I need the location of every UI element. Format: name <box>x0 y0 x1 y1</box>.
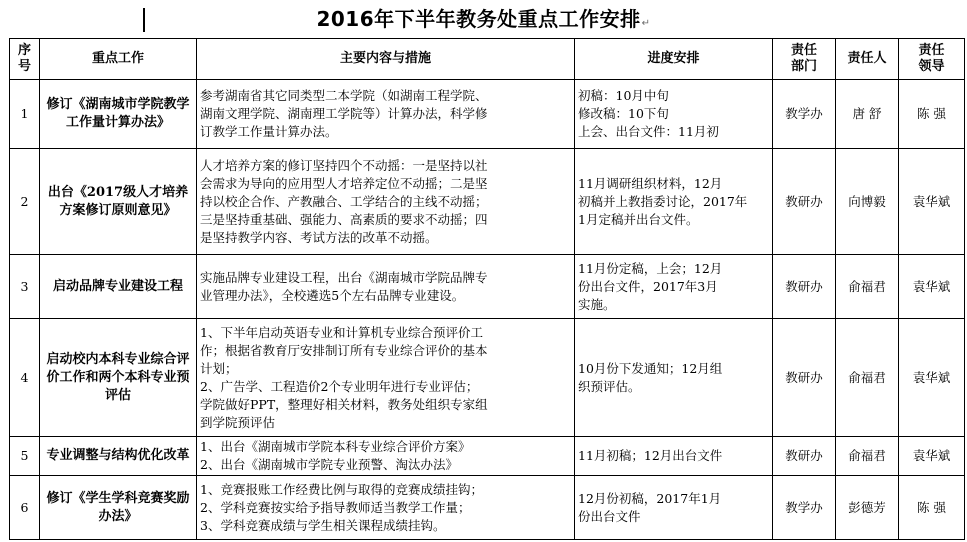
task-name: 专业调整与结构优化改革 <box>40 437 197 476</box>
row-index: 3 <box>10 255 40 319</box>
table-row <box>10 255 965 319</box>
responsible-dept: 教学办 <box>773 80 836 149</box>
header-task: 重点工作 <box>40 39 197 80</box>
responsible-dept: 教研办 <box>773 149 836 255</box>
task-schedule-line: 12月份初稿，2017年1月 <box>578 490 722 506</box>
task-content-line: 1、竞赛报账工作经费比例与取得的竞赛成绩挂钩； <box>200 481 483 497</box>
task-schedule <box>575 255 773 319</box>
title-text: 2016年下半年教务处重点工作安排 <box>316 7 641 31</box>
task-name: 出台《2017级人才培养方案修订原则意见》 <box>40 149 197 255</box>
task-schedule-line: 初稿：10月中旬 <box>578 88 669 103</box>
task-schedule <box>575 80 773 149</box>
row-index: 6 <box>10 476 40 540</box>
task-content-line: 持以校企合作、产教融合、工学结合的主线不动摇； <box>200 193 488 209</box>
task-schedule-line: 10月份下发通知；12月组 <box>578 360 723 376</box>
task-content <box>197 437 575 476</box>
responsible-leader: 袁华斌 <box>899 255 965 319</box>
task-content <box>197 319 575 437</box>
task-content-line: 3、学科竞赛成绩与学生相关课程成绩挂钩。 <box>200 517 446 533</box>
task-content-line: 会需求为导向的应用型人才培养定位不动摇；二是坚 <box>200 175 488 191</box>
task-schedule <box>575 476 773 540</box>
task-content-line: 作；根据省教育厅安排制订所有专业综合评价的基本 <box>200 342 488 358</box>
task-schedule-line: 11月初稿；12月出台文件 <box>578 448 723 463</box>
task-name: 启动品牌专业建设工程 <box>40 255 197 319</box>
task-content <box>197 255 575 319</box>
responsible-person: 向博毅 <box>836 149 899 255</box>
row-index: 2 <box>10 149 40 255</box>
task-content-line: 参考湖南省其它同类型二本学院（如湖南工程学院、 <box>200 88 488 103</box>
table-row <box>10 476 965 540</box>
header-index: 序 号 <box>10 39 40 80</box>
task-schedule-line: 上会、出台文件：11月初 <box>578 124 719 139</box>
task-schedule-line: 实施。 <box>578 296 616 312</box>
row-index: 4 <box>10 319 40 437</box>
task-content-line: 2、学科竞赛按实给予指导教师适当教学工作量； <box>200 499 471 515</box>
task-content-line: 订教学工作量计算办法。 <box>200 124 338 139</box>
task-schedule <box>575 319 773 437</box>
task-content <box>197 149 575 255</box>
task-content-line: 三是坚持重基础、强能力、高素质的要求不动摇；四 <box>200 211 488 227</box>
header-leader: 责任 领导 <box>899 39 965 80</box>
header-content: 主要内容与措施 <box>197 39 575 80</box>
responsible-leader: 陈 强 <box>899 80 965 149</box>
task-name: 启动校内本科专业综合评价工作和两个本科专业预评估 <box>40 319 197 437</box>
task-content-line: 实施品牌专业建设工程，出台《湖南城市学院品牌专 <box>200 269 488 285</box>
paragraph-mark-icon: ↵ <box>641 18 651 29</box>
task-schedule-line: 11月份定稿，上会；12月 <box>578 260 723 276</box>
task-schedule <box>575 149 773 255</box>
task-schedule-line: 织预评估。 <box>578 378 641 394</box>
task-content-line: 是坚持教学内容、考试方法的改革不动摇。 <box>200 229 438 245</box>
table-row <box>10 149 965 255</box>
task-schedule-line: 修改稿：10下旬 <box>578 106 669 121</box>
responsible-person: 俞福君 <box>836 437 899 476</box>
responsible-person: 俞福君 <box>836 255 899 319</box>
responsible-dept: 教学办 <box>773 476 836 540</box>
responsible-leader: 陈 强 <box>899 476 965 540</box>
responsible-dept: 教研办 <box>773 255 836 319</box>
table-row <box>10 80 965 149</box>
task-content-line: 计划； <box>200 360 238 376</box>
responsible-leader: 袁华斌 <box>899 437 965 476</box>
task-schedule-line: 份出台文件，2017年3月 <box>578 278 718 294</box>
responsible-dept: 教研办 <box>773 319 836 437</box>
task-content-line: 2、出台《湖南城市学院专业预警、淘汰办法》 <box>200 457 458 472</box>
header-schedule: 进度安排 <box>575 39 773 80</box>
task-content <box>197 80 575 149</box>
responsible-leader: 袁华斌 <box>899 319 965 437</box>
task-content <box>197 476 575 540</box>
task-schedule-line: 1月定稿并出台文件。 <box>578 211 699 227</box>
responsible-person: 彭德芳 <box>836 476 899 540</box>
task-content-line: 2、广告学、工程造价2个专业明年进行专业评估； <box>200 378 479 394</box>
table-row <box>10 437 965 476</box>
task-content-line: 学院做好PPT，整理好相关材料，教务处组织专家组 <box>200 396 488 412</box>
header-row <box>10 39 965 80</box>
row-index: 1 <box>10 80 40 149</box>
task-name: 修订《学生学科竞赛奖励办法》 <box>40 476 197 540</box>
task-name: 修订《湖南城市学院教学工作量计算办法》 <box>40 80 197 149</box>
responsible-dept: 教研办 <box>773 437 836 476</box>
row-index: 5 <box>10 437 40 476</box>
task-schedule-line: 份出台文件 <box>578 508 641 524</box>
responsible-person: 唐 舒 <box>836 80 899 149</box>
responsible-leader: 袁华斌 <box>899 149 965 255</box>
header-dept: 责任 部门 <box>773 39 836 80</box>
responsible-person: 俞福君 <box>836 319 899 437</box>
task-content-line: 到学院预评估 <box>200 414 276 430</box>
document-title <box>0 3 967 40</box>
task-content-line: 湖南文理学院、湖南理工学院等）计算办法，科学修 <box>200 106 488 121</box>
task-schedule-line: 11月调研组织材料，12月 <box>578 175 723 191</box>
task-content-line: 业管理办法》，全校遴选5个左右品牌专业建设。 <box>200 287 465 303</box>
task-schedule-line: 初稿并上教指委讨论，2017年 <box>578 193 748 209</box>
work-plan-table <box>9 38 965 540</box>
task-content-line: 1、出台《湖南城市学院本科专业综合评价方案》 <box>200 439 471 454</box>
table-row <box>10 319 965 437</box>
header-person: 责任人 <box>836 39 899 80</box>
task-content-line: 人才培养方案的修订坚持四个不动摇：一是坚持以社 <box>200 157 488 173</box>
task-content-line: 1、下半年启动英语专业和计算机专业综合预评价工 <box>200 324 483 340</box>
task-schedule <box>575 437 773 476</box>
